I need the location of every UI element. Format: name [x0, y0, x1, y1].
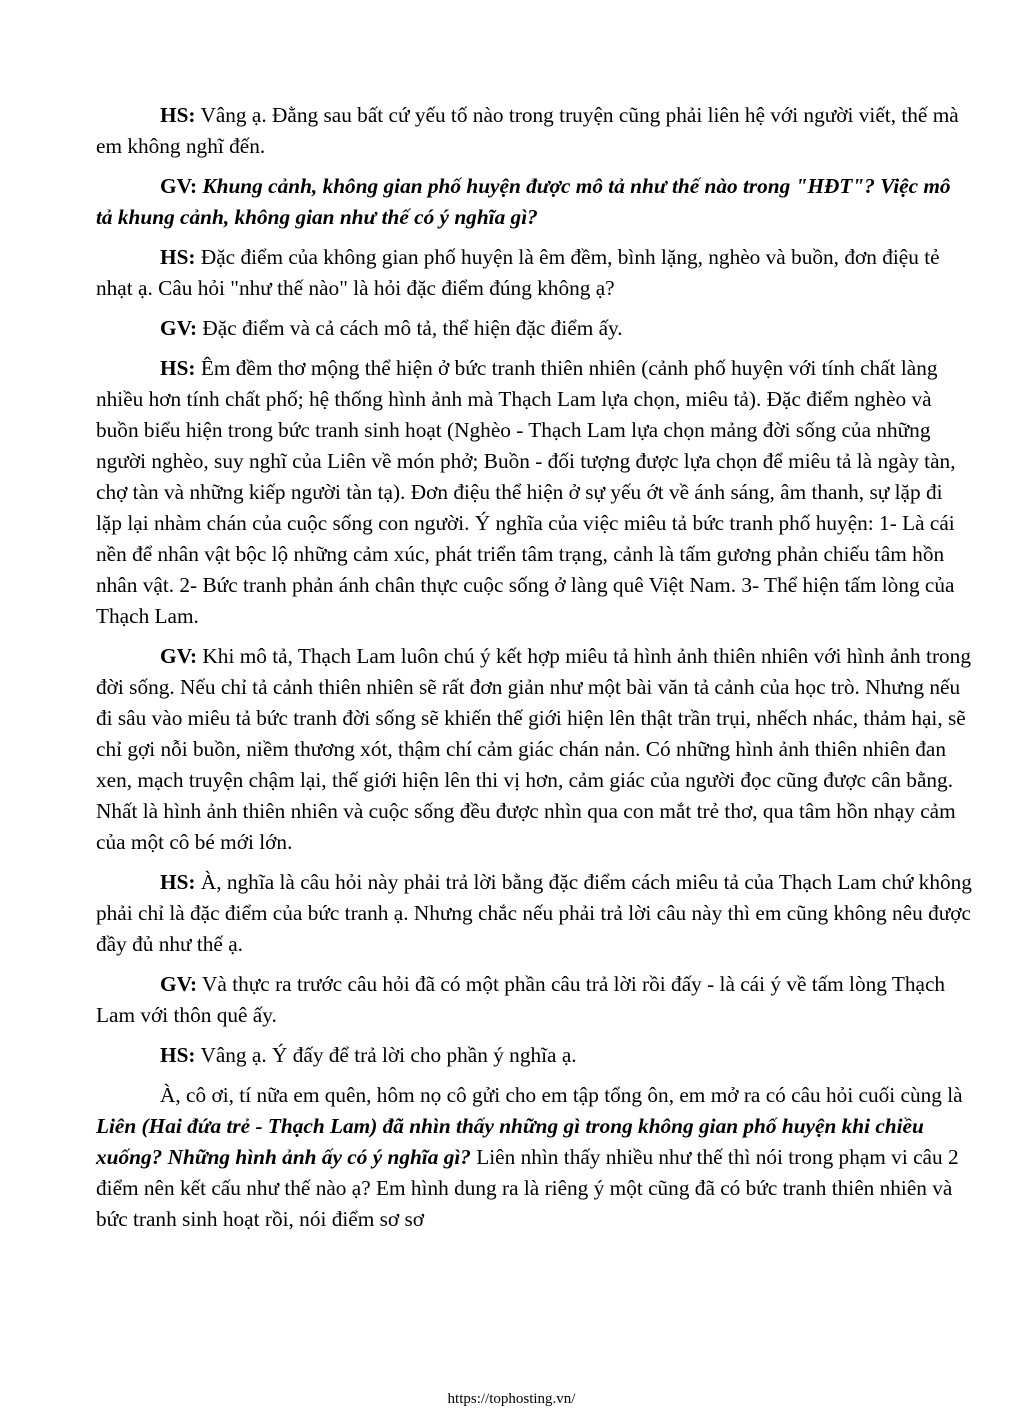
speaker-label: GV: — [160, 316, 198, 340]
paragraph-gv-3 — [96, 641, 972, 858]
paragraph-hs-4 — [96, 867, 972, 960]
question-text: Khung cảnh, không gian phố huyện được mô tả như thế nào trong "HĐT"? Việc mô tả khung cảnh, không gian như thế có ý nghĩa gì? — [96, 174, 951, 229]
paragraph-text: Vâng ạ. Đằng sau bất cứ yếu tố nào trong truyện cũng phải liên hệ với người viết, thế mà em không nghĩ đến. — [96, 103, 959, 158]
question-text: Liên (Hai đứa trẻ - Thạch Lam) đã nhìn thấy những gì trong không gian phố huyện khi chiều xuống? Những hình ảnh ấy có ý nghĩa gì? — [96, 1114, 924, 1169]
paragraph-intro: À, cô ơi, tí nữa em quên, hôm nọ cô gửi cho em tập tổng ôn, em mở ra có câu hỏi cuối cùng là — [160, 1083, 963, 1107]
speaker-label: HS: — [160, 870, 196, 894]
paragraph-text: Và thực ra trước câu hỏi đã có một phần câu trả lời rồi đấy - là cái ý về tấm lòng Thạch Lam với thôn quê ấy. — [96, 972, 946, 1027]
paragraph-gv-question-1 — [96, 171, 972, 233]
paragraph-text: À, nghĩa là câu hỏi này phải trả lời bằng đặc điểm cách miêu tả của Thạch Lam chứ không phải chỉ là đặc điểm của bức tranh ạ. Nhưng chắc nếu phải trả lời câu này thì em cũng không nêu được đầy đủ như thế ạ. — [96, 870, 972, 956]
paragraph-gv-4 — [96, 969, 972, 1031]
paragraph-hs-2 — [96, 242, 972, 304]
paragraph-hs-5 — [96, 1040, 972, 1071]
speaker-label: HS: — [160, 103, 196, 127]
speaker-label: HS: — [160, 356, 196, 380]
speaker-label: GV: — [160, 174, 198, 198]
speaker-label: HS: — [160, 1043, 196, 1067]
paragraph-text: Đặc điểm của không gian phố huyện là êm đềm, bình lặng, nghèo và buồn, đơn điệu tẻ nhạt ạ. Câu hỏi "như thế nào" là hỏi đặc điểm đúng không ạ? — [96, 245, 940, 300]
speaker-label: GV: — [160, 972, 198, 996]
paragraph-text: Liên nhìn thấy nhiều như thế thì nói trong phạm vi câu 2 điểm nên kết cấu như thế nào ạ? Em hình dung ra là riêng ý một cũng đã có bức tranh thiên nhiên và bức tranh sinh hoạt rồi, nói điểm sơ sơ — [96, 1145, 959, 1231]
paragraph-hs-1 — [96, 100, 972, 162]
speaker-label: HS: — [160, 245, 196, 269]
paragraph-text: Vâng ạ. Ý đấy để trả lời cho phần ý nghĩa ạ. — [195, 1043, 577, 1067]
paragraph-text: Êm đềm thơ mộng thể hiện ở bức tranh thiên nhiên (cảnh phố huyện với tính chất làng nhiều hơn tính chất phố; hệ thống hình ảnh mà Thạch Lam lựa chọn, miêu tả). Đặc điểm nghèo và buồn biểu hiện trong bức tranh sinh hoạt (Nghèo - Thạch Lam lựa chọn mảng đời sống của những người nghèo, suy nghĩ của Liên về món phở; Buồn - đối tượng được lựa chọn để miêu tả là ngày tàn, chợ tàn và những kiếp người tàn tạ). Đơn điệu thể hiện ở sự yếu ớt về ánh sáng, âm thanh, sự lặp đi lặp lại nhàm chán của cuộc sống con người. Ý nghĩa của việc miêu tả bức tranh phố huyện: 1- Là cái nền để nhân vật bộc lộ những cảm xúc, phát triển tâm trạng, cảnh là tấm gương phản chiếu tâm hồn nhân vật. 2- Bức tranh phản ánh chân thực cuộc sống ở làng quê Việt Nam. 3- Thể hiện tấm lòng của Thạch Lam. — [96, 356, 956, 628]
paragraph-hs-3 — [96, 353, 972, 632]
paragraph-hs-6 — [96, 1080, 972, 1235]
paragraph-text: Khi mô tả, Thạch Lam luôn chú ý kết hợp miêu tả hình ảnh thiên nhiên với hình ảnh trong đời sống. Nếu chỉ tả cảnh thiên nhiên sẽ rất đơn giản như một bài văn tả cảnh của học trò. Nhưng nếu đi sâu vào miêu tả bức tranh đời sống sẽ khiến thế giới hiện lên thật trần trụi, nhếch nhác, thảm hại, sẽ chỉ gợi nỗi buồn, niềm thương xót, thậm chí cảm giác chán nản. Có những hình ảnh thiên nhiên đan xen, mạch truyện chậm lại, thế giới hiện lên thi vị hơn, cảm giác của người đọc cũng được cân bằng. Nhất là hình ảnh thiên nhiên và cuộc sống đều được nhìn qua con mắt trẻ thơ, qua tâm hồn nhạy cảm của một cô bé mới lớn. — [96, 644, 971, 854]
document-page — [96, 100, 972, 1244]
speaker-label: GV: — [160, 644, 198, 668]
paragraph-gv-2 — [96, 313, 972, 344]
paragraph-text: Đặc điểm và cả cách mô tả, thể hiện đặc điểm ấy. — [197, 316, 623, 340]
footer-url: https://tophosting.vn/ — [447, 1391, 576, 1407]
